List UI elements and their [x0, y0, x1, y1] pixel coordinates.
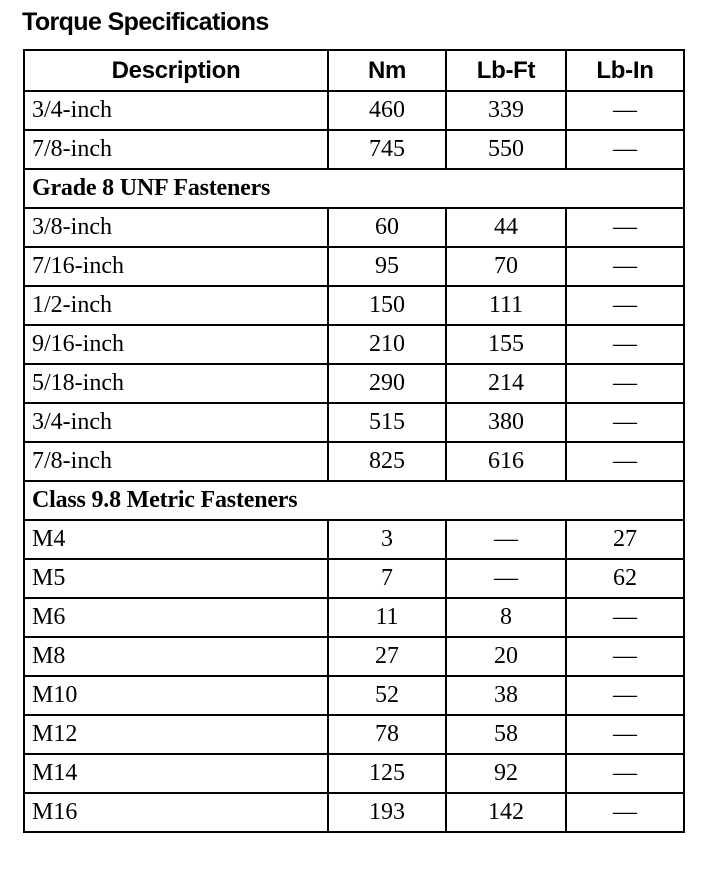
page-title: Torque Specifications [22, 8, 269, 36]
lbft-cell: — [446, 520, 566, 559]
description-cell: 1/2-inch [24, 286, 328, 325]
lbin-cell: — [566, 208, 684, 247]
header-lbft: Lb-Ft [446, 50, 566, 91]
table-row [24, 364, 684, 403]
section-row [24, 481, 684, 520]
description-cell: 3/4-inch [24, 91, 328, 130]
lbft-cell: 8 [446, 598, 566, 637]
table-row [24, 559, 684, 598]
lbft-cell: 38 [446, 676, 566, 715]
lbft-cell: 44 [446, 208, 566, 247]
lbin-cell: — [566, 247, 684, 286]
header-description: Description [24, 50, 328, 91]
table-row [24, 520, 684, 559]
lbft-cell: 92 [446, 754, 566, 793]
table-row [24, 403, 684, 442]
lbft-cell: — [446, 559, 566, 598]
description-cell: 7/16-inch [24, 247, 328, 286]
lbin-cell: — [566, 754, 684, 793]
nm-cell: 460 [328, 91, 446, 130]
table-row [24, 793, 684, 832]
description-cell: 7/8-inch [24, 442, 328, 481]
table-row [24, 208, 684, 247]
lbin-cell: — [566, 637, 684, 676]
nm-cell: 290 [328, 364, 446, 403]
nm-cell: 825 [328, 442, 446, 481]
description-cell: 9/16-inch [24, 325, 328, 364]
lbft-cell: 550 [446, 130, 566, 169]
table-row [24, 286, 684, 325]
lbft-cell: 214 [446, 364, 566, 403]
header-nm: Nm [328, 50, 446, 91]
nm-cell: 11 [328, 598, 446, 637]
nm-cell: 3 [328, 520, 446, 559]
table-row [24, 130, 684, 169]
nm-cell: 150 [328, 286, 446, 325]
nm-cell: 745 [328, 130, 446, 169]
nm-cell: 95 [328, 247, 446, 286]
description-cell: 5/18-inch [24, 364, 328, 403]
description-cell: M16 [24, 793, 328, 832]
header-lbin: Lb-In [566, 50, 684, 91]
description-cell: M5 [24, 559, 328, 598]
lbft-cell: 616 [446, 442, 566, 481]
torque-table [23, 49, 685, 833]
section-label: Class 9.8 Metric Fasteners [24, 481, 684, 520]
nm-cell: 193 [328, 793, 446, 832]
nm-cell: 52 [328, 676, 446, 715]
lbin-cell: 62 [566, 559, 684, 598]
nm-cell: 210 [328, 325, 446, 364]
lbft-cell: 70 [446, 247, 566, 286]
nm-cell: 60 [328, 208, 446, 247]
table-row [24, 91, 684, 130]
description-cell: 3/8-inch [24, 208, 328, 247]
lbin-cell: — [566, 442, 684, 481]
description-cell: M8 [24, 637, 328, 676]
lbft-cell: 142 [446, 793, 566, 832]
nm-cell: 515 [328, 403, 446, 442]
table-row [24, 754, 684, 793]
lbin-cell: — [566, 364, 684, 403]
lbft-cell: 380 [446, 403, 566, 442]
nm-cell: 78 [328, 715, 446, 754]
description-cell: M10 [24, 676, 328, 715]
table-body [24, 91, 684, 832]
lbft-cell: 58 [446, 715, 566, 754]
description-cell: 7/8-inch [24, 130, 328, 169]
table-row [24, 325, 684, 364]
lbin-cell: 27 [566, 520, 684, 559]
nm-cell: 125 [328, 754, 446, 793]
description-cell: M12 [24, 715, 328, 754]
description-cell: 3/4-inch [24, 403, 328, 442]
lbft-cell: 339 [446, 91, 566, 130]
description-cell: M4 [24, 520, 328, 559]
table-row [24, 715, 684, 754]
lbin-cell: — [566, 676, 684, 715]
section-label: Grade 8 UNF Fasteners [24, 169, 684, 208]
description-cell: M6 [24, 598, 328, 637]
lbft-cell: 20 [446, 637, 566, 676]
description-cell: M14 [24, 754, 328, 793]
lbin-cell: — [566, 286, 684, 325]
table-row [24, 637, 684, 676]
section-row [24, 169, 684, 208]
lbin-cell: — [566, 715, 684, 754]
table-row [24, 676, 684, 715]
lbin-cell: — [566, 598, 684, 637]
lbin-cell: — [566, 325, 684, 364]
table-row [24, 247, 684, 286]
header-row [24, 50, 684, 91]
lbin-cell: — [566, 793, 684, 832]
nm-cell: 7 [328, 559, 446, 598]
table-row [24, 598, 684, 637]
table-row [24, 442, 684, 481]
lbft-cell: 111 [446, 286, 566, 325]
lbft-cell: 155 [446, 325, 566, 364]
lbin-cell: — [566, 130, 684, 169]
nm-cell: 27 [328, 637, 446, 676]
lbin-cell: — [566, 403, 684, 442]
lbin-cell: — [566, 91, 684, 130]
